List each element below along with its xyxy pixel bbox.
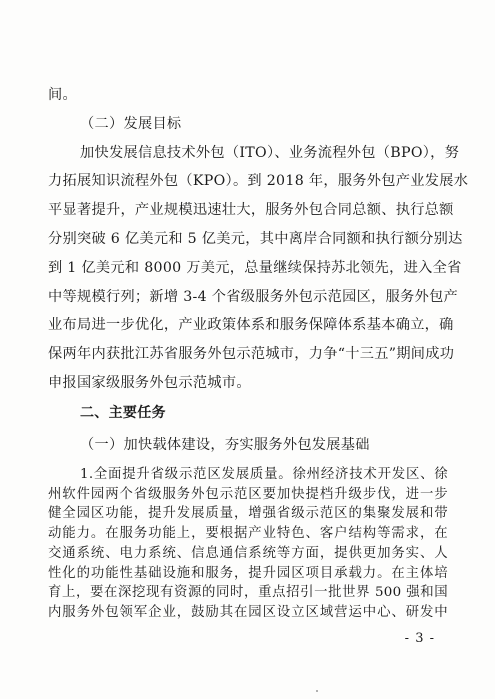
goals-paragraph-line: 中等规模行列；新增 3-4 个省级服务外包示范园区，服务外包产 (48, 289, 459, 305)
task-paragraph-line: 健全园区功能，提升发展质量，增强省级示范区的集聚发展和带 (48, 506, 448, 521)
goals-paragraph-line: 申报国家级服务外包示范城市。 (48, 375, 251, 391)
section-heading-main-tasks: 二、主要任务 (80, 405, 166, 421)
goals-paragraph-line: 业布局进一步优化，产业政策体系和服务保障体系基本确立，确 (48, 317, 454, 333)
task-paragraph-line: 1.全面提升省级示范区发展质量。徐州经济技术开发区、徐 (80, 467, 448, 482)
task-paragraph-line: 内服务外包领军企业，鼓励其在园区设立区域营运中心、研发中 (48, 605, 448, 620)
goals-paragraph-line: 加快发展信息技术外包（ITO）、业务流程外包（BPO），努 (80, 145, 460, 161)
goals-paragraph-line: 分别突破 6 亿美元和 5 亿美元，其中离岸合同额和执行额分别达 (48, 231, 463, 247)
paragraph-tail-line: 间。 (48, 87, 77, 103)
goals-paragraph-line: 到 1 亿美元和 8000 万美元，总量继续保持苏北领先，进入全省 (48, 260, 462, 276)
subsection-heading-development-goals: （二）发展目标 (80, 116, 182, 132)
task-paragraph-line: 州软件园两个省级服务外包示范区要加快提档升级步伐，进一步 (48, 487, 448, 502)
task-paragraph-line: 性化的功能性基础设施和服务，提升园区项目承载力。在主体培 (48, 566, 448, 581)
task-paragraph-line: 动能力。在服务功能上，要根据产业特色、客户结构等需求，在 (48, 526, 448, 541)
goals-paragraph-line: 平显著提升，产业规模迅速壮大，服务外包合同总额、执行总额 (48, 202, 454, 218)
goals-paragraph-line: 保两年内获批江苏省服务外包示范城市，力争“十三五”期间成功 (48, 346, 455, 362)
goals-paragraph-line: 力拓展知识流程外包（KPO）。到 2018 年，服务外包产业发展水 (48, 173, 469, 189)
task-paragraph-line: 育上，要在深挖现有资源的同时，重点招引一批世界 500 强和国 (48, 585, 448, 600)
task-paragraph-line: 交通系统、电力系统、信息通信系统等方面，提供更加务实、人 (48, 546, 448, 561)
page-number: - 3 - (404, 631, 435, 646)
subsection-heading-carrier-construction: （一）加快载体建设，夯实服务外包发展基础 (80, 437, 370, 453)
scan-speck (316, 690, 318, 692)
